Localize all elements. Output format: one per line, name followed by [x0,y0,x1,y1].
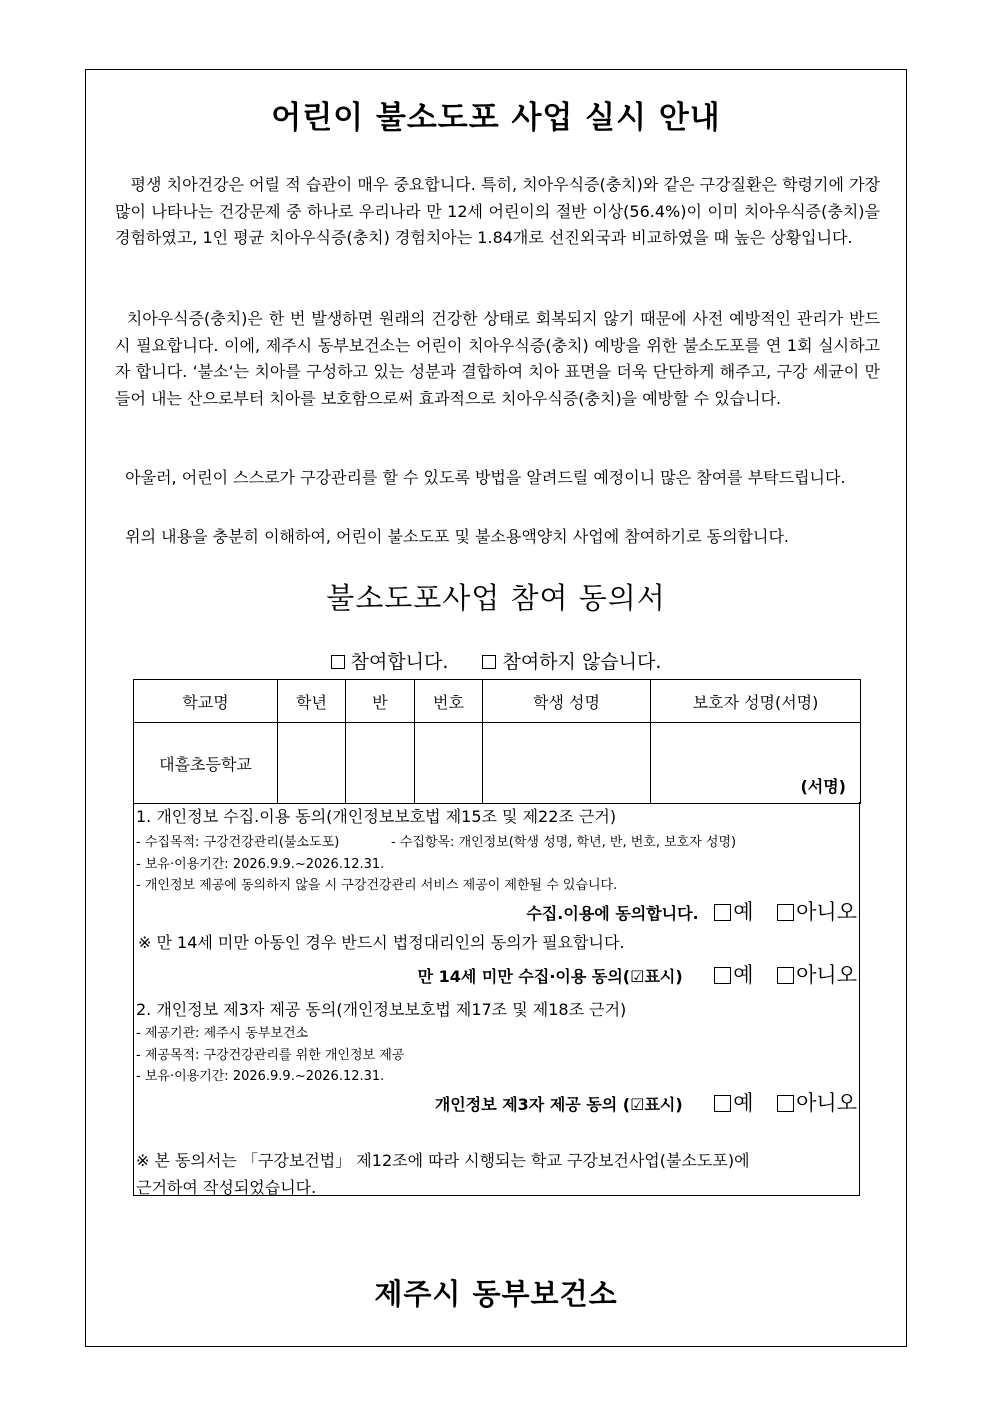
header-grade: 학년 [278,680,346,723]
minor-agree-row: 만 14세 미만 수집·이용 동의(☑표시) 예 아니오 [417,963,857,987]
header-class: 반 [346,680,415,723]
checkbox[interactable] [331,655,345,669]
legal-note-line-1: ※ 본 동의서는 「구강보건법」 제12조에 따라 시행되는 학교 구강보건사업(불소도포)에 [136,1151,750,1170]
issuer-name: 제주시 동부보건소 [374,1277,618,1311]
signature-label: (서명) [800,777,846,796]
table-header-row [134,680,861,723]
consent1-heading: 1. 개인정보 수집.이용 동의(개인정보보호법 제15조 및 제22조 근거) [136,807,617,826]
checkbox[interactable] [777,967,794,984]
header-number: 번호 [415,680,483,723]
consent2-period: - 보유·이용기간: 2026.9.9.~2026.12.31. [136,1069,385,1084]
checkbox[interactable] [714,1095,731,1112]
consent1-period: - 보유·이용기간: 2026.9.9.~2026.12.31. [136,857,385,872]
consent2-provider: - 제공기관: 제주시 동부보건소 [136,1026,309,1041]
consent2-no[interactable]: 아니오 [777,1091,857,1115]
consent2-heading: 2. 개인정보 제3자 제공 동의(개인정보보호법 제17조 및 제18조 근거) [136,1000,627,1019]
privacy-consent-section [133,802,860,1196]
number-cell[interactable] [415,723,483,804]
agreement-statement: 위의 내용을 충분히 이해하여, 어린이 불소도포 및 불소용액양치 사업에 참여하기로 동의합니다. [125,527,789,546]
legal-note-line-2: 근거하여 작성되었습니다. [136,1178,317,1197]
intro-paragraph-2: 치아우식증(충치)은 한 번 발생하면 원래의 건강한 상태로 회복되지 않기 때문에 사전 예방적인 관리가 반드시 필요합니다. 이에, 제주시 동부보건소는 어린이 치아우식증(충치) 예방을 위한 불소도포를 연 1회 실시하고자 합니다. ‘불소‘는 치아를 구성하고 있는 성분과 결합하여 치아 표면을 더욱 단단하게 해주고, 구강 세균이 만들어 내는 산으로부터 치아를 보호함으로써 효과적으로 치아우식증(충치)을 예방할 수 있습니다. [115,309,881,408]
consent2-yes[interactable]: 예 [714,1091,753,1115]
header-student-name: 학생 성명 [483,680,651,723]
consent2-purpose: - 제공목적: 구강건강관리를 위한 개인정보 제공 [136,1048,405,1063]
header-guardian-name: 보호자 성명(서명) [651,680,861,723]
class-cell[interactable] [346,723,415,804]
student-info-table [133,679,861,804]
consent1-notice: - 개인정보 제공에 동의하지 않을 시 구강건강관리 서비스 제공이 제한될 수 있습니다. [136,878,618,893]
table-row [134,723,861,804]
consent1-no[interactable]: 아니오 [777,900,857,924]
grade-cell[interactable] [278,723,346,804]
checkbox[interactable] [482,655,496,669]
consent2-agree-row: 개인정보 제3자 제공 동의 (☑표시) 예 아니오 [434,1091,857,1115]
school-name-cell: 대흘초등학교 [134,723,278,804]
consent-form-title: 불소도포사업 참여 동의서 [326,581,666,615]
consent1-agree-row: 수집.이용에 동의합니다. 예 아니오 [526,900,857,924]
document-title: 어린이 불소도포 사업 실시 안내 [271,100,721,136]
checkbox[interactable] [777,904,794,921]
consent1-yes[interactable]: 예 [714,900,753,924]
intro-paragraph-3: 아울러, 어린이 스스로가 구강관리를 할 수 있도록 방법을 알려드릴 예정이니 많은 참여를 부탁드립니다. [125,468,846,487]
student-name-cell[interactable] [483,723,651,804]
intro-paragraph-1: 평생 치아건강은 어릴 적 습관이 매우 중요합니다. 특히, 치아우식증(충치)와 같은 구강질환은 학령기에 가장 많이 나타나는 건강문제 중 하나로 우리나라 만 12세 어린이의 절반 이상(56.4%)이 이미 치아우식증(충치)을 경험하였고, 1인 평균 치아우식증(충치) 경험치아는 1.84개로 선진외국과 비교하였을 때 높은 상황입니다. [115,175,880,247]
not-participate-option[interactable]: 참여하지 않습니다. [482,651,661,673]
minor-yes[interactable]: 예 [714,963,753,987]
checkbox[interactable] [777,1095,794,1112]
consent1-purpose: - 수집목적: 구강건강관리(불소도포) [136,835,340,850]
checkbox[interactable] [714,904,731,921]
checkbox[interactable] [714,967,731,984]
participation-choices [0,647,992,674]
guardian-signature-cell[interactable] [651,723,861,804]
header-school: 학교명 [134,680,278,723]
minor-no[interactable]: 아니오 [777,963,857,987]
participate-option[interactable]: 참여합니다. [331,651,449,673]
consent1-items: - 수집항목: 개인정보(학생 성명, 학년, 반, 번호, 보호자 성명) [391,835,737,850]
minor-note: ※ 만 14세 미만 아동인 경우 반드시 법정대리인의 동의가 필요합니다. [138,933,625,952]
